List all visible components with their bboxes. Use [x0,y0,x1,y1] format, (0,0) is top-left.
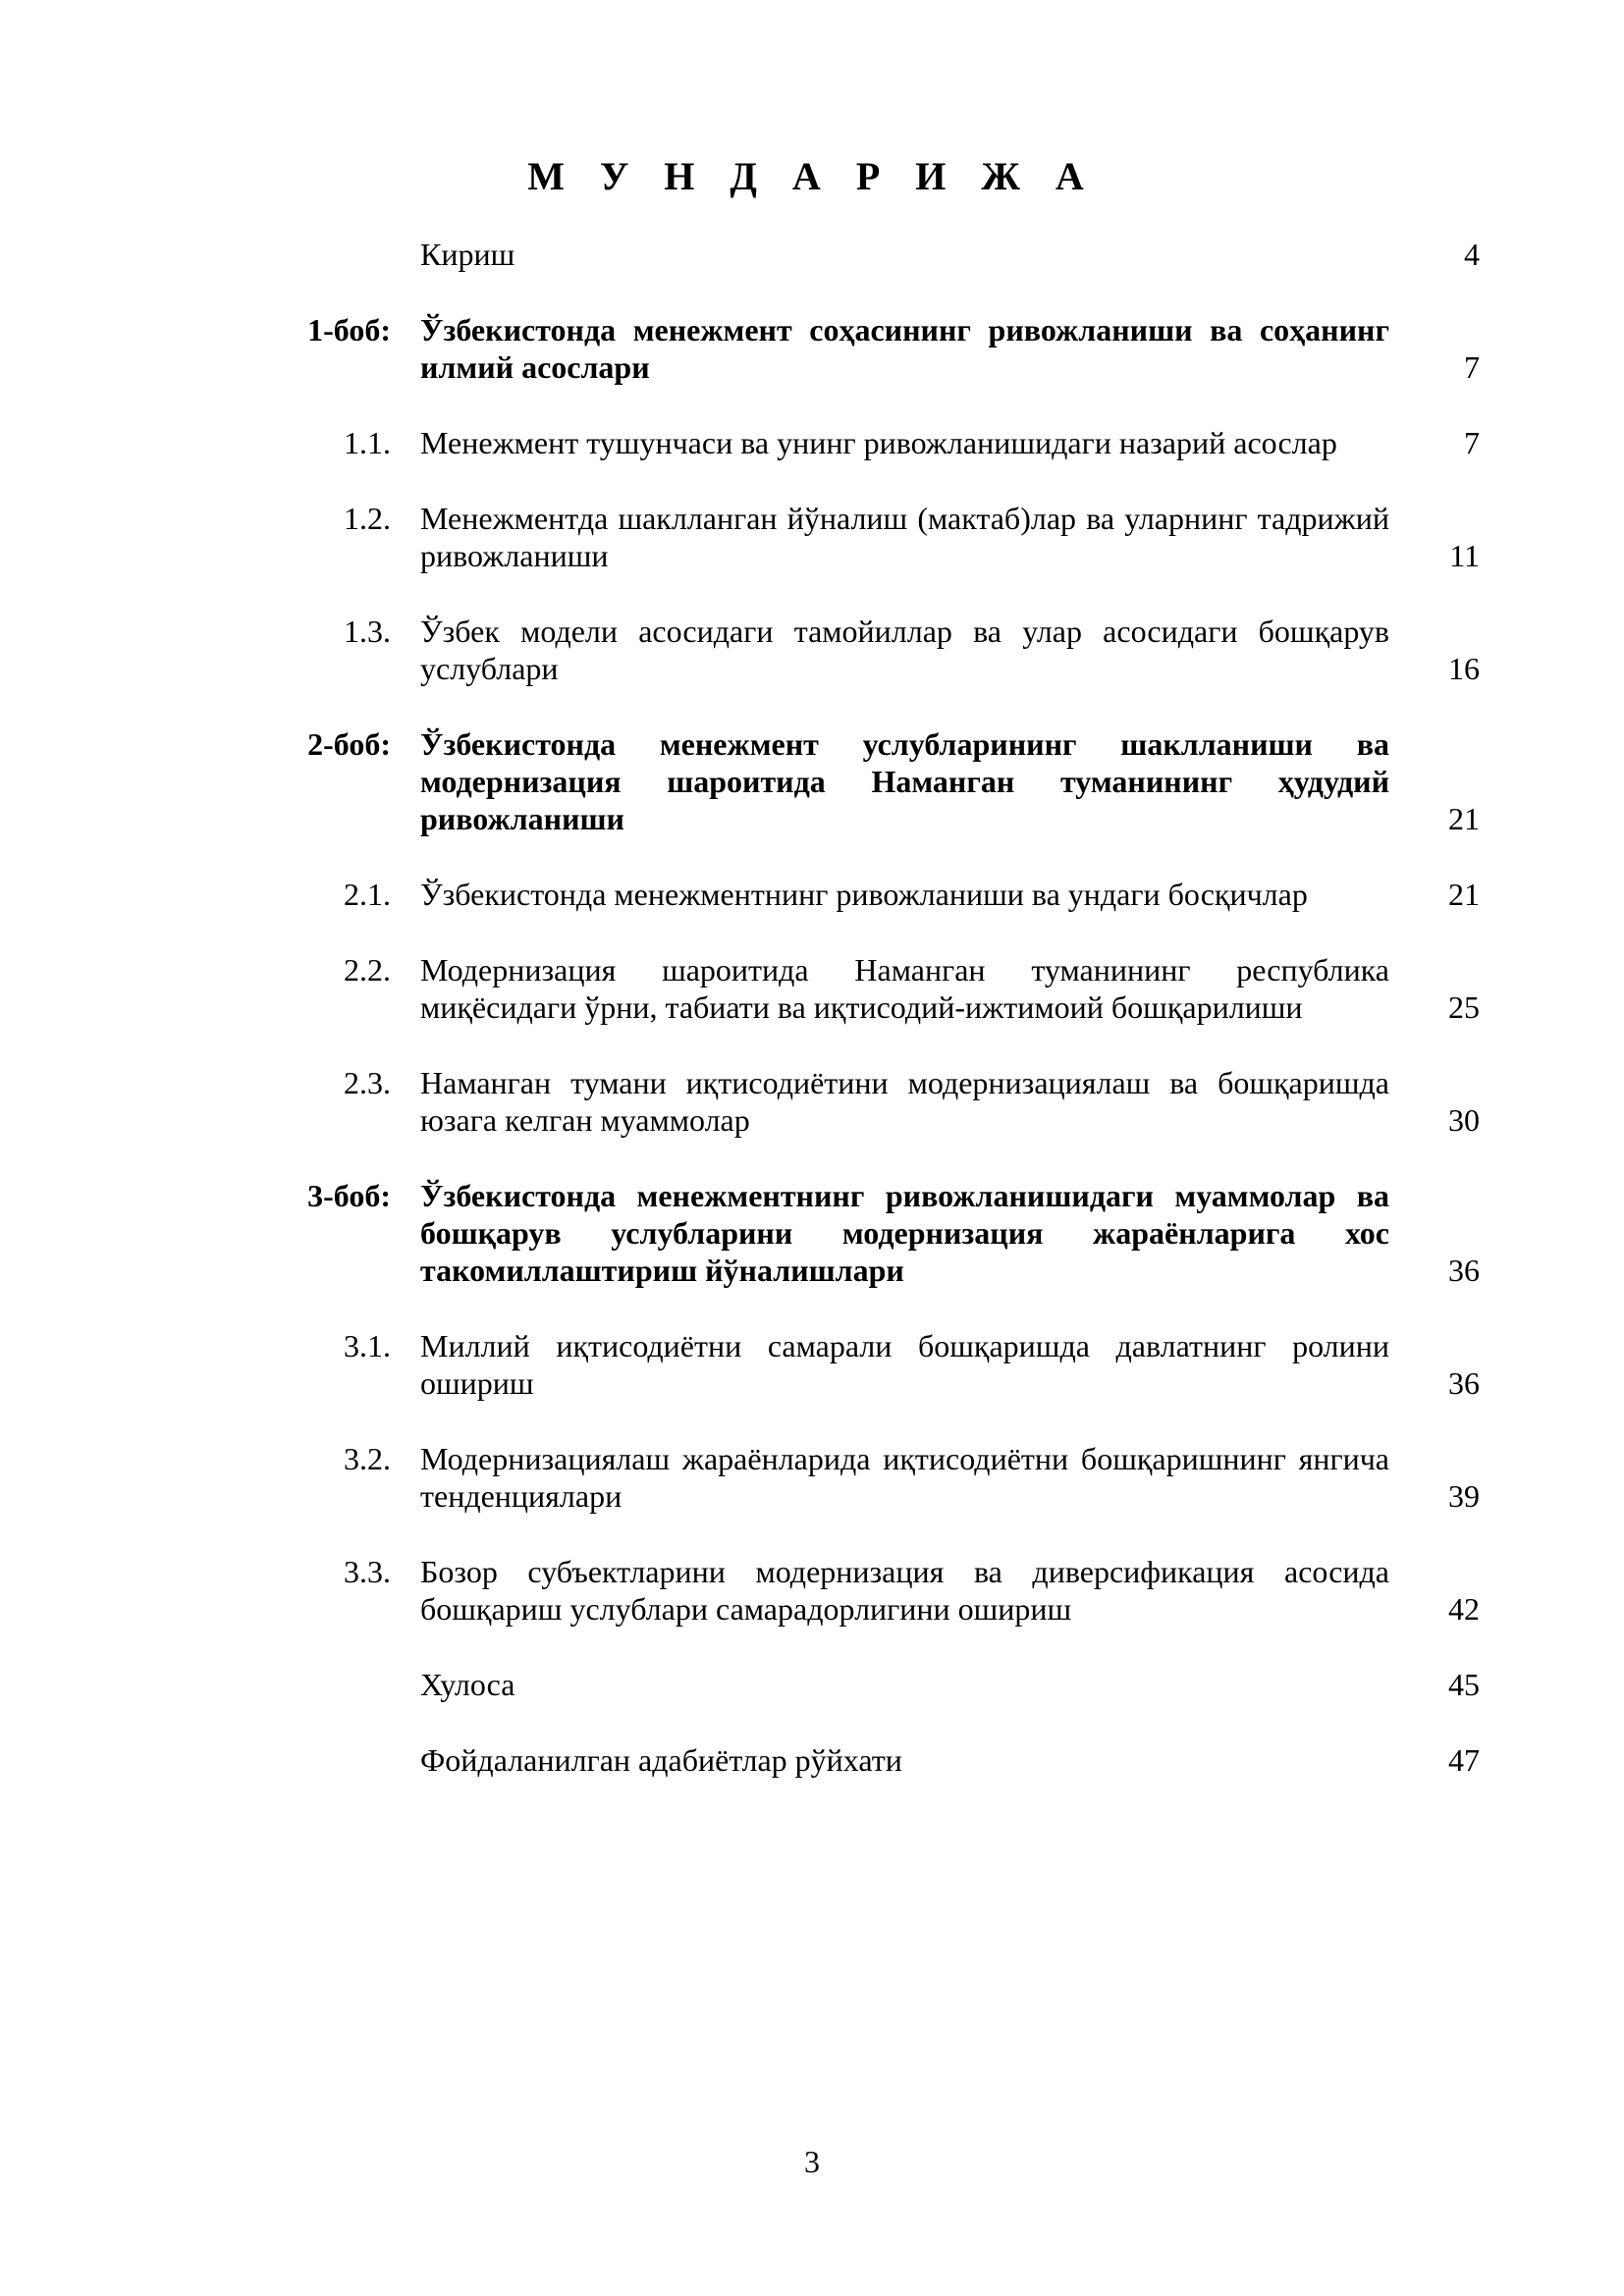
toc-entry-page: 7 [1464,425,1480,460]
toc-entry-section-3-3 [0,1553,1624,1628]
toc-entry-introduction [0,236,1624,273]
toc-entry-title: Кириш [420,237,515,272]
toc-entry-title: Хулоса [420,1667,515,1702]
toc-entry-number: 1.1. [344,425,391,460]
toc-entry-page: 36 [1448,1365,1480,1401]
toc-entry-section-2-2 [0,951,1624,1026]
toc-entry-title: Менежмент тушунчаси ва унинг ривожланишидаги назарий асослар [420,425,1337,460]
toc-entry-section-2-1 [0,876,1624,913]
toc-entry-section-1-1 [0,424,1624,461]
toc-entry-number: 3.2. [344,1441,391,1476]
toc-entry-number: 3.1. [344,1328,391,1363]
toc-entry-page: 7 [1464,349,1480,385]
toc-entry-title: Наманган тумани иқтисодиётини модернизациялаш ва бошқаришда юзага келган муаммолар [420,1065,1389,1138]
toc-entry-title: Ўзбек модели асосидаги тамойиллар ва улар асосидаги бошқарув услублари [420,614,1389,686]
toc-entry-page: 4 [1464,237,1480,272]
page-title: М У Н Д А Р И Ж А [527,154,1097,198]
toc-entry-page: 16 [1448,651,1480,686]
toc-entry-chapter-2 [0,725,1624,837]
toc-entry-page: 25 [1448,989,1480,1025]
toc-entry-title: Менежментда шаклланган йўналиш (мактаб)лар ва уларнинг тадрижий ривожланиши [420,501,1389,573]
toc-entry-title: Миллий иқтисодиётни самарали бошқаришда давлатнинг ролини ошириш [420,1328,1389,1401]
toc-entry-number: 1-боб: [307,312,391,347]
toc-entry-title: Ўзбекистонда менежментнинг ривожланиши ва ундаги босқичлар [420,877,1308,912]
toc-entry-section-1-2 [0,500,1624,574]
toc-entry-number: 2.3. [344,1065,391,1100]
toc-entry-number: 2.1. [344,877,391,912]
toc-entry-title: Фойдаланилган адабиётлар рўйхати [420,1742,902,1778]
toc-entry-section-2-3 [0,1064,1624,1139]
toc-entry-chapter-3 [0,1177,1624,1289]
toc-entry-page: 30 [1448,1102,1480,1138]
toc-entry-page: 42 [1448,1591,1480,1627]
toc-entry-number: 1.2. [344,501,391,536]
toc-entry-page: 36 [1448,1253,1480,1288]
toc-entry-number: 3-боб: [307,1178,391,1213]
toc-entry-title: Модернизациялаш жараёнларида иқтисодиётни бошқаришнинг янгича тенденциялари [420,1441,1389,1514]
toc-entry-number: 2.2. [344,952,391,988]
toc-entry-number: 3.3. [344,1554,391,1589]
toc-entry-title: Бозор субъектларини модернизация ва диверсификация асосида бошқариш услублари самарадорлигини ошириш [420,1554,1389,1627]
toc-entry-page: 47 [1448,1742,1480,1778]
toc-entry-number: 2-боб: [307,726,391,762]
toc-entry-page: 21 [1448,877,1480,912]
toc-entry-number: 1.3. [344,614,391,649]
toc-entry-section-1-3 [0,613,1624,687]
toc-entry-page: 21 [1448,801,1480,836]
toc-entry-section-3-1 [0,1327,1624,1402]
page-number: 3 [804,2144,820,2179]
toc-entry-title: Ўзбекистонда менежмент соҳасининг ривожланиши ва соҳанинг илмий асослари [420,312,1389,385]
toc-entry-section-3-2 [0,1440,1624,1515]
toc-entry-page: 11 [1449,538,1480,573]
toc-entry-references [0,1741,1624,1779]
toc-entry-page: 39 [1448,1478,1480,1514]
toc-entry-page: 45 [1448,1667,1480,1702]
toc-entry-title: Ўзбекистонда менежмент услубларининг шаклланиши ва модернизация шароитида Наманган туманининг ҳудудий ривожланиши [420,726,1389,836]
toc-entry-conclusion [0,1666,1624,1703]
table-of-contents [0,236,1624,1779]
toc-entry-title: Модернизация шароитида Наманган туманининг республика миқёсидаги ўрни, табиати ва иқтисодий-ижтимоий бошқарилиши [420,952,1389,1025]
toc-entry-title: Ўзбекистонда менежментнинг ривожланишидаги муаммолар ва бошқарув услубларини модернизация жараёнларига хос такомиллаштириш йўналишлари [420,1178,1389,1288]
toc-entry-chapter-1 [0,311,1624,386]
